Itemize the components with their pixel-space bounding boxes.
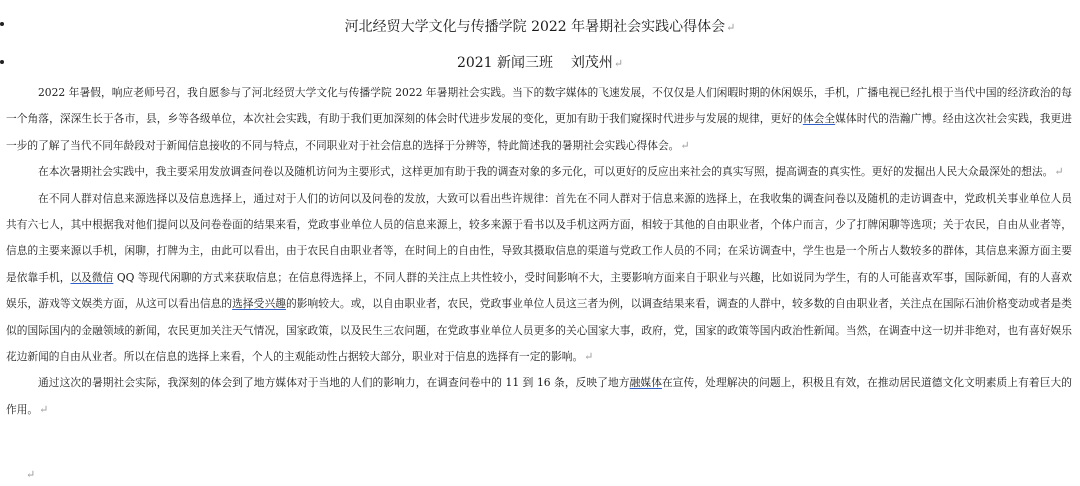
empty-paragraph-mark-icon: ↵ — [26, 468, 36, 481]
paragraph-2 — [6, 159, 1072, 185]
document-subtitle — [0, 52, 1080, 72]
paragraph-text: 的影响较大。或，以自由职业者，农民，党政事业单位人员这三者为例，以调查结果来看，调查的人群中，较多数的自由职业者，关注点在国际石油价格变动或者是类似的国际国内的金融领域的新闻，农民更加关注天气情况，国家政策，以及民生三农问题，在党政事业单位人员更多的关心国家大事，政府，党，国家的政策等国内政治性新闻。当然，在调查中这一切并非绝对，也有喜好娱乐花边新闻的自由从业者。所以在信息的选择上来看，个人的主观能动性占据较大部分，职业对于信息的选择有一定的影响。 — [6, 297, 1072, 364]
paragraph-text: 在本次暑期社会实践中，我主要采用发放调查问卷以及随机访问为主要形式，这样更加有助于我的调查对象的多元化，可以更好的反应出来社会的真实写照，提高调查的真实性。更好的发掘出人民大众最深处的想法。 — [38, 165, 1054, 179]
paragraph-text: QQ 等现代闲聊的方式来获取信息；在信息得选择上，不同人群的关注点上共性较小，受时间影响不大，主要影响方面来自于职业与兴趣，比如说同为学生，有的人可能喜欢军事，国际新闻，有的人喜欢娱乐，游戏等文娱类方面，从这可以看出信息的 — [6, 270, 1072, 311]
paragraph-text: 通过这次的暑期社会实际，我深刻的体会到了地方媒体对于当地的人们的影响力，在调查问卷中的 11 到 16 条，反映了地方 — [38, 376, 630, 390]
underlined-text: 选择受兴趣 — [232, 297, 286, 311]
paragraph-3 — [6, 186, 1072, 371]
underlined-text: 融媒体 — [629, 376, 662, 390]
author-line-text: 2021 新闻三班 刘茂州 — [456, 55, 613, 71]
paragraph-text: 在宣传，处理解决的问题上，积极且有效，在推动居民道德文化文明素质上有着巨大的作用。 — [6, 376, 1072, 416]
paragraph-mark-icon: ↵ — [1054, 165, 1064, 179]
document-body — [6, 80, 1072, 423]
paragraph-mark-icon: ↵ — [680, 138, 690, 152]
underlined-text: 体会全 — [802, 112, 836, 126]
paragraph-1 — [6, 80, 1072, 159]
document-title-text: 河北经贸大学文化与传播学院 2022 年暑期社会实践心得体会 — [344, 19, 726, 35]
paragraph-mark-icon: ↵ — [584, 350, 594, 364]
paragraph-text: 2022 年暑假，响应老师号召，我自愿参与了河北经贸大学文化与传播学院 2022 年暑期社会实践。当下的数字媒体的飞速发展，不仅仅是人们闲暇时期的休闲娱乐，手机，广播电视已经扎根于当代中国的经济政治的每一个角落，深深生长于各市，县，乡等各级单位，本次社会实践，有助于我们更加深刻的体会时代进步发展的变化，更加有助于我们窥探时代进步与发展的规律，更好的 — [6, 86, 1072, 126]
underlined-text: 以及微信 — [70, 270, 114, 284]
paragraph-mark-icon: ↵ — [613, 57, 624, 70]
paragraph-mark-icon: ↵ — [726, 21, 736, 34]
paragraph-mark-icon: ↵ — [39, 402, 49, 416]
document-title — [0, 16, 1080, 36]
paragraph-text: 在不同人群对信息来源选择以及信息选择上，通过对于人们的访问以及问卷的发放，大致可以看出些许规律：首先在不同人群对于信息来源的选择上，在我收集的调查问卷以及随机的走访调查中，党政机关事业单位人员共有六七人，其中根据我对他们提问以及问卷卷面的结果来看，党政事业单位人员的信息来源上，较多来源于看书以及手机这两方面，相较于其他的自由职业者，个体户而言，少了打牌闲聊等选项；关于农民，自由从业者等，信息的主要来源以手机，闲聊，打牌为主，由此可以看出，由于农民自由职业者等，在时间上的自由性，导致其摄取信息的渠道与党政工作人员的不同；在采访调查中，学生也是一个所占人数较多的群体，其信息来源方面主要是依靠手机， — [6, 191, 1072, 284]
paragraph-text: 媒体时代的浩瀚广博。经由这次社会实践，我更进一步的了解了当代不同年龄段对于新闻信息接收的不同与特点，不同职业对于社会信息的选择于分辨等，特此简述我的暑期社会实践心得体会。 — [6, 112, 1072, 152]
paragraph-4 — [6, 370, 1072, 423]
